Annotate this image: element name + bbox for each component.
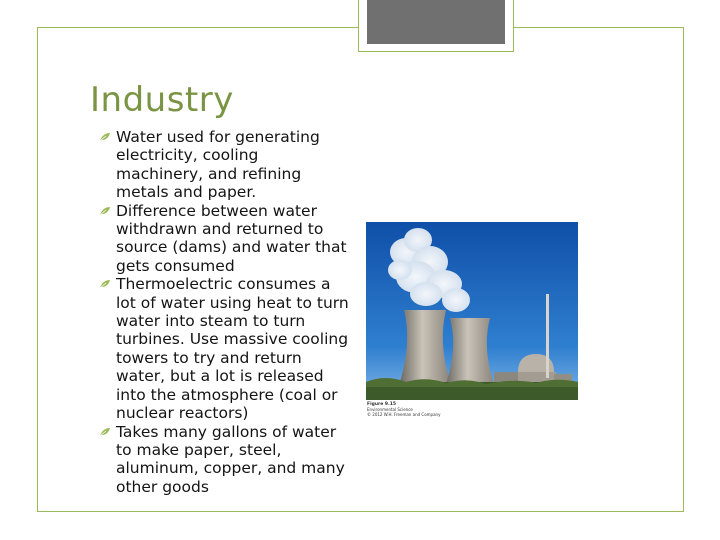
leaf-bullet-icon	[99, 206, 111, 216]
leaf-bullet-icon	[99, 132, 111, 142]
bullet-list	[100, 128, 350, 496]
slide-title: Industry	[90, 80, 234, 120]
leaf-bullet-icon	[99, 279, 111, 289]
decorative-tab-fill	[367, 0, 505, 44]
cooling-towers-photo	[366, 222, 578, 400]
caption-line: Environmental Science	[367, 407, 413, 412]
bullet-item	[100, 423, 350, 497]
bullet-text: Thermoelectric consumes a lot of water using heat to turn water into steam to turn turbines. Use massive cooling towers to try and return water, but a lot is released into the atmosphere (coal or nuclear reactors)	[116, 275, 349, 423]
bullet-text: Takes many gallons of water to make paper, steel, aluminum, copper, and many other goods	[116, 422, 345, 496]
bullet-item	[100, 128, 350, 202]
figure-caption	[367, 402, 487, 417]
caption-line: © 2012 W.H. Freeman and Company	[367, 412, 441, 417]
caption-title: Figure 9.15	[367, 402, 396, 407]
bullet-item	[100, 202, 350, 276]
bullet-text: Water used for generating electricity, cooling machinery, and refining metals and paper.	[116, 128, 320, 202]
bullet-text: Difference between water withdrawn and returned to source (dams) and water that gets consumed	[116, 201, 347, 275]
leaf-bullet-icon	[99, 427, 111, 437]
bullet-item	[100, 275, 350, 422]
